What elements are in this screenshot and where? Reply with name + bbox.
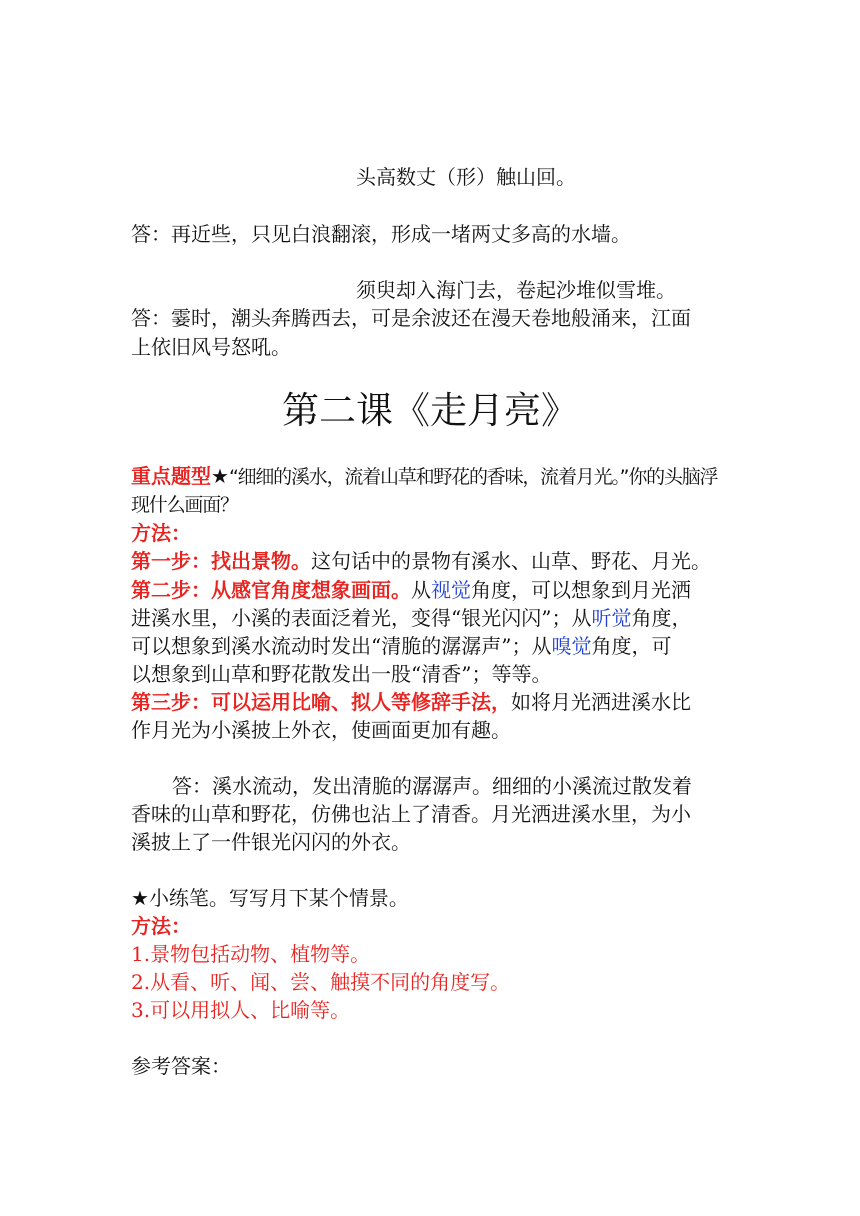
reference-answer-label: 参考答案： [131,1054,231,1078]
hearing-keyword: 听觉 [591,606,632,630]
exercise-item-2: 2.从看、听、闻、尝、触摸不同的角度写。 [131,970,511,994]
step1-label: 第一步：找出景物。 [131,549,311,573]
step1-line [131,545,711,577]
step3-text: 如将月光洒进溪水比 [511,690,691,714]
key-question-line-2: 现什么画面？ [131,494,238,516]
step3-line-2: 作月光为小溪披上外衣，使画面更加有趣。 [131,718,511,742]
method-label: 方法： [131,521,191,545]
poem-line-1: 头高数丈（形）触山回。 [356,165,576,189]
step2-text: 角度，可 [591,634,672,658]
step2-text: 从 [411,578,431,602]
key-question-label: 重点题型 [131,464,211,488]
answer-line-2: 香味的山草和野花，仿佛也沾上了清香。月光洒进溪水里，为小 [131,802,691,826]
poem-answer-2-line-2: 上依旧风号怒吼。 [131,335,291,359]
exercise-item-3: 3.可以用拟人、比喻等。 [131,998,351,1022]
star-icon: ★ [211,464,229,488]
step2-line-4: 以想象到山草和野花散发出一股“清香”；等等。 [131,662,552,686]
exercise-item-1: 1.景物包括动物、植物等。 [131,942,371,966]
step2-text: 角度，可以想象到月光洒 [471,578,691,602]
lesson-title: 第二课《走月亮》 [282,389,578,432]
step1-text: 这句话中的景物有溪水、山草、野花、月光。 [311,549,711,573]
poem-answer-2-line-1: 答：霎时，潮头奔腾西去，可是余波还在漫天卷地般涌来，江面 [131,306,691,330]
step2-text: 进溪水里，小溪的表面泛着光，变得“银光闪闪”；从 [131,606,592,630]
key-question-text: “细细的溪水，流着山草和野花的香味，流着月光。”你的头脑浮 [228,466,718,488]
exercise-title: 小练笔。写写月下某个情景。 [148,886,409,910]
star-icon: ★ [131,886,149,910]
step2-text: 角度， [631,606,692,630]
step2-label: 第二步：从感官角度想象画面。 [131,578,411,602]
smell-keyword: 嗅觉 [551,634,592,658]
sight-keyword: 视觉 [431,578,471,602]
poem-line-2: 须臾却入海门去，卷起沙堆似雪堆。 [356,278,676,302]
step2-text: 可以想象到溪水流动时发出“清脆的潺潺声”；从 [131,634,552,658]
answer-line-3: 溪披上了一件银光闪闪的外衣。 [131,830,411,854]
step3-label: 第三步：可以运用比喻、拟人等修辞手法， [131,690,511,714]
answer-line-1: 答：溪水流动，发出清脆的潺潺声。细细的小溪流过散发着 [172,774,692,798]
exercise-method-label: 方法： [131,914,191,938]
poem-answer-1: 答：再近些，只见白浪翻滚，形成一堵两丈多高的水墙。 [131,222,631,246]
